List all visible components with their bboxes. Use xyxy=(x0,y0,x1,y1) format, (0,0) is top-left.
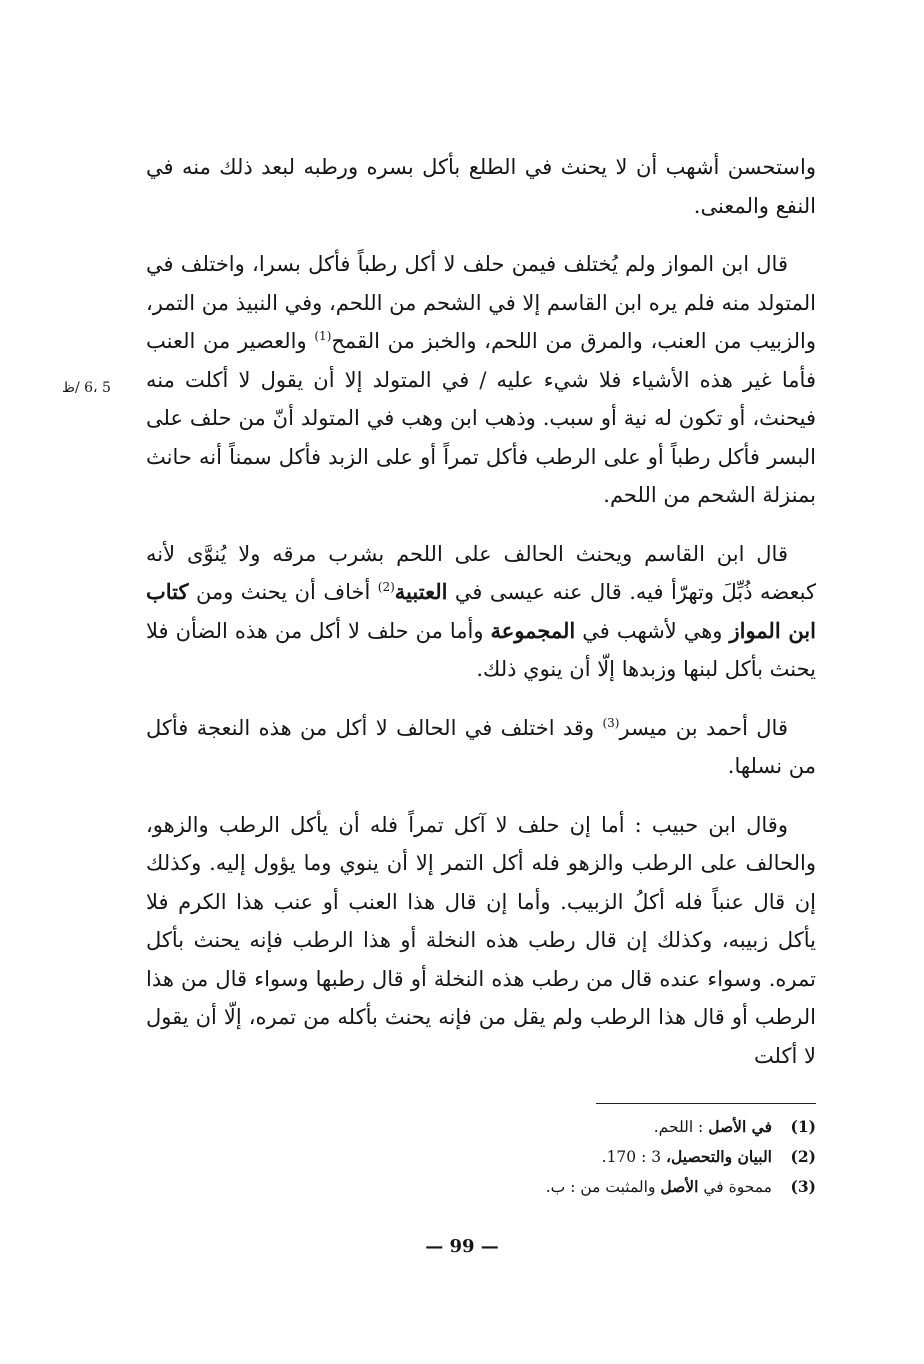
footnote-source: الأصل xyxy=(660,1177,699,1196)
page-number: — 99 — xyxy=(425,1236,499,1257)
paragraph-3 xyxy=(146,535,816,689)
paragraph-4 xyxy=(146,709,816,786)
footnote-mark-1: (1) xyxy=(314,329,332,343)
paragraph-3-part-3: وهي لأشهب في xyxy=(575,618,730,643)
footnote-text: والمثبت من : ب. xyxy=(545,1178,661,1196)
footnote-number: (2) xyxy=(790,1147,816,1166)
paragraph-5 xyxy=(146,806,816,1076)
margin-folio-reference: 5 ،6 /ظ xyxy=(62,380,111,396)
paragraph-4-part-2: وقد اختلف في الحالف لا أكل من هذه النعجة فأكل من نسلها. xyxy=(146,715,816,778)
paragraph-3-part-4: وأما من حلف لا أكل من هذه الضأن فلا يحنث بأكل لبنها وزبدها إلّا أن ينوي ذلك. xyxy=(146,618,816,681)
footnote-source: في الأصل xyxy=(708,1117,772,1136)
footnotes xyxy=(300,1112,816,1202)
footnote-1 xyxy=(300,1112,816,1142)
footnote-source: البيان والتحصيل، xyxy=(666,1147,772,1166)
footnote-mark-2: (2) xyxy=(377,580,395,594)
paragraph-1 xyxy=(146,148,816,225)
paragraph-4-part-1: قال أحمد بن ميسر xyxy=(619,715,788,740)
footnote-divider xyxy=(596,1103,816,1104)
paragraph-2 xyxy=(146,245,816,515)
paragraph-3-part-1: قال ابن القاسم ويحنث الحالف على اللحم بشرب مرقه ولا يُنوَّى لأنه كبعضه ذُبِّلَ وتهرّأ فيه. قال عنه عيسى في xyxy=(146,541,816,604)
source-name-utbiyya: العتبية xyxy=(394,579,448,604)
footnote-mark-3: (3) xyxy=(602,715,620,730)
footnote-number: (1) xyxy=(790,1117,816,1136)
paragraph-1-text: واستحسن أشهب أن لا يحنث في الطلع بأكل بسره ورطبه لبعد ذلك منه في النفع والمعنى. xyxy=(146,155,816,218)
footnote-text: : اللحم. xyxy=(653,1118,709,1136)
footnote-prefix: ممحوة في xyxy=(698,1178,772,1196)
footnote-2 xyxy=(300,1142,816,1172)
source-name-majmua: المجموعة xyxy=(490,617,576,643)
paragraph-2-text-a: قال ابن المواز ولم يُختلف فيمن حلف لا أكل رطباً فأكل بسرا، واختلف في المتولد منه فلم يره ابن القاسم إلا في الشحم من اللحم، وفي النبيذ من التمر، والزبيب من العنب، والمرق من اللحم، والخبز من القمح xyxy=(145,252,816,353)
paragraph-3-part-2: أخاف أن يحنث ومن xyxy=(188,580,378,604)
paragraph-2-text-b: والعصير من العنب فأما غير هذه الأشياء فلا شيء عليه / في المتولد إلا أن يقول لا أكلت منه فيحنث، أو تكون له نية أو سبب. وذهب ابن وهب في المتولد أنّ من حلف على البسر فأكل رطباً أو على الرطب فأكل تمراً أو على الزبد فأكل سمناً أنه حانث بمنزلة الشحم من اللحم. xyxy=(146,329,816,507)
body-text xyxy=(146,148,816,1095)
footnote-text: 3 : 170. xyxy=(601,1148,667,1166)
footnote-number: (3) xyxy=(790,1177,816,1196)
paragraph-5-text: وقال ابن حبيب : أما إن حلف لا آكل تمراً فله أن يأكل الرطب والزهو، والحالف على الرطب والزهو فله أكل التمر إلا أن ينوي وما يؤول إليه. وكذلك إن قال عنباً فله أكلُ الزبيب. وأما إن قال هذا العنب أو عنب هذا الكرم فلا يأكل زبيبه، وكذلك إن قال رطب هذه النخلة أو هذا الرطب فإنه يحنث بأكل تمره. وسواء عنده قال من رطب هذه النخلة أو قال رطبها وسواء قال من هذا الرطب أو قال هذا الرطب ولم يقل من فإنه يحنث بأكله من تمره، إلّا أن يقول لا أكلت xyxy=(146,812,816,1068)
footnote-3 xyxy=(300,1172,816,1202)
source-name-kitab-ibn-al-mawwaz: كتاب ابن المواز xyxy=(146,579,816,643)
